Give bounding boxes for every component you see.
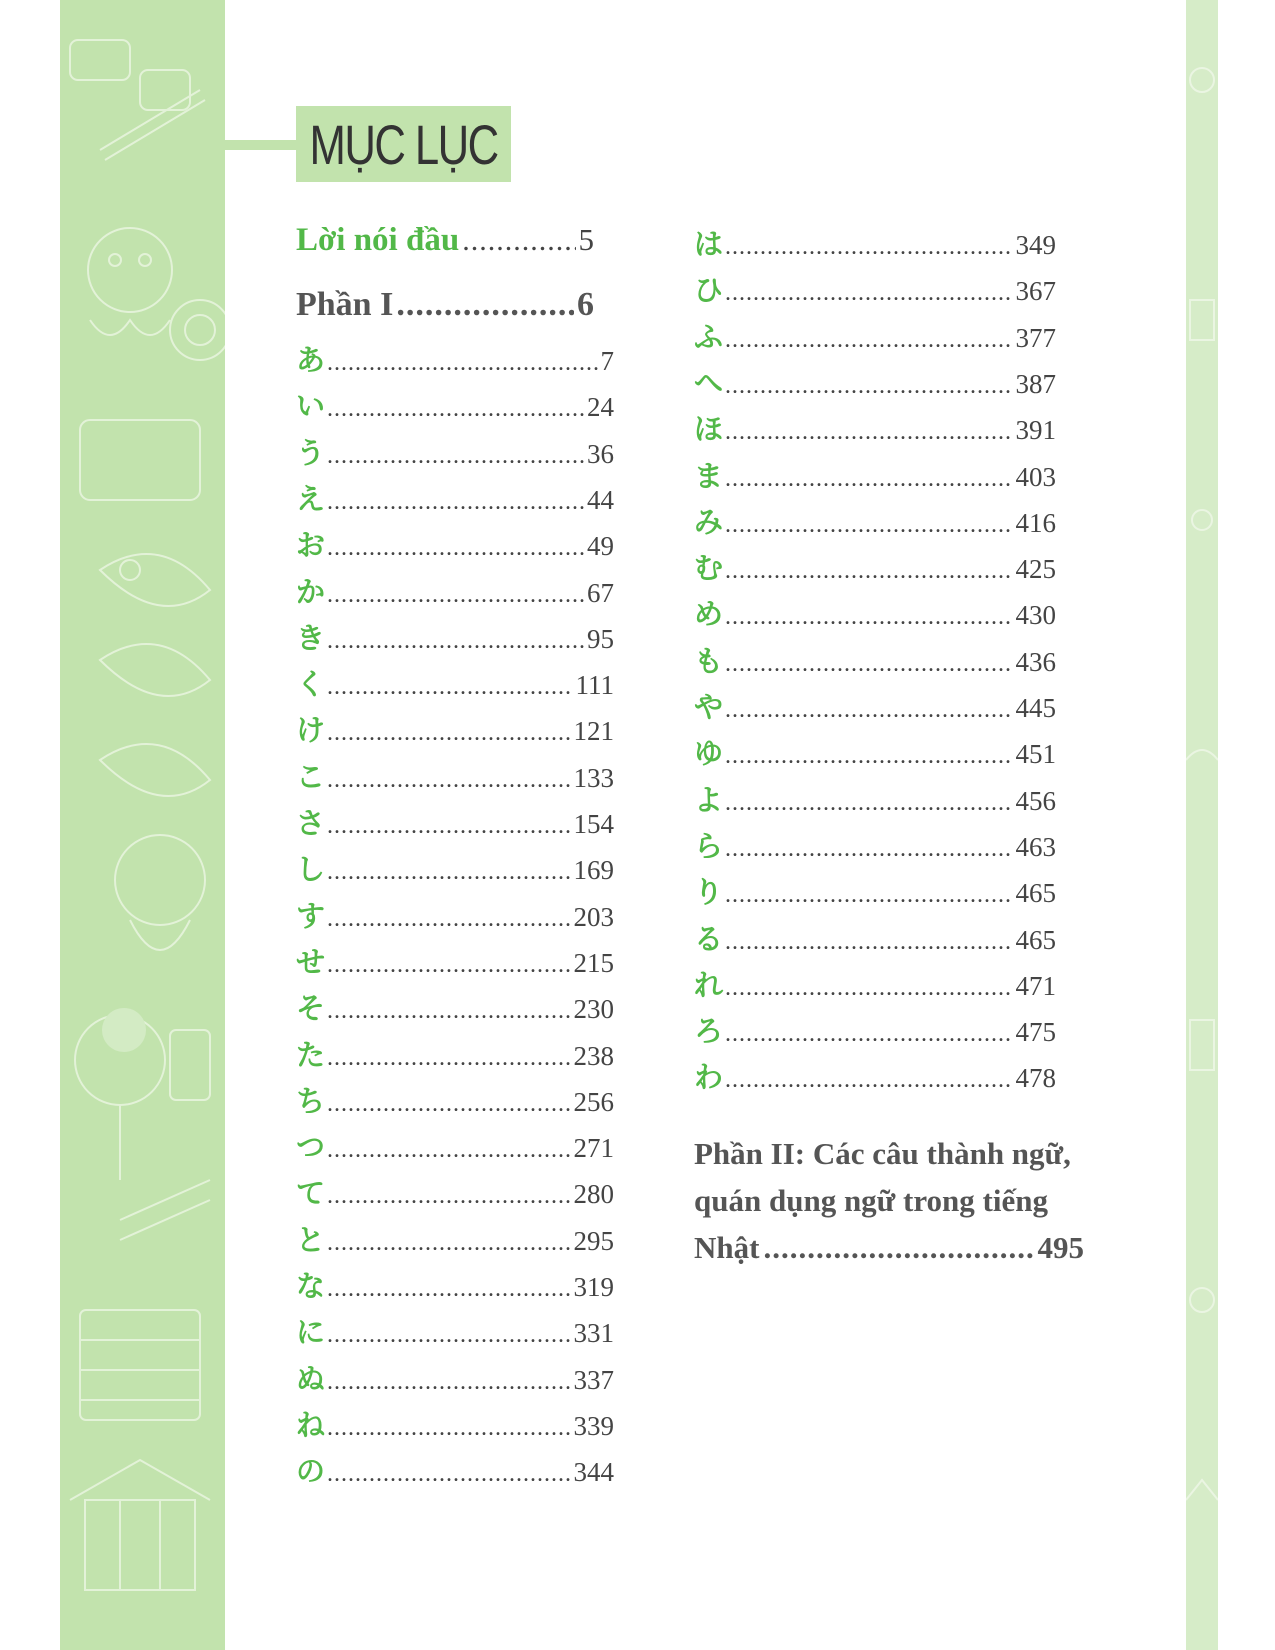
leader-dots (327, 906, 571, 933)
leader-dots (327, 1276, 571, 1303)
toc-entry (296, 570, 614, 611)
toc-kana-label: も (694, 643, 724, 678)
toc-kana-label: へ (694, 365, 724, 400)
leader-dots (725, 651, 1013, 678)
toc-entry (296, 1171, 614, 1212)
toc-entry (296, 1264, 614, 1305)
toc-entry (296, 523, 614, 564)
leader-dots (327, 1137, 571, 1164)
food-doodle-pattern-icon (60, 0, 225, 1650)
toc-page-number: 391 (1015, 415, 1056, 446)
toc-kana-label: み (694, 504, 724, 539)
leader-dots (327, 1369, 571, 1396)
toc-kana-label: ち (296, 1083, 326, 1118)
toc-page-number: 280 (573, 1179, 614, 1210)
toc-entry (296, 986, 614, 1027)
toc-kana-label: そ (296, 991, 326, 1026)
toc-entry (296, 384, 614, 425)
toc-entry-part-2 (694, 1130, 1094, 1271)
toc-page-number: 456 (1015, 785, 1056, 816)
toc-entry (694, 963, 1056, 1004)
toc-page-number: 49 (587, 531, 614, 562)
toc-page-number: 463 (1015, 831, 1056, 862)
toc-entry (296, 940, 614, 981)
toc-entry (296, 1033, 614, 1074)
toc-page-number: 6 (577, 286, 594, 323)
toc-page-number: 495 (1037, 1230, 1084, 1265)
toc-page-number: 377 (1015, 322, 1056, 353)
leader-dots (725, 790, 1013, 817)
leader-dots (327, 720, 571, 747)
toc-entry (694, 778, 1056, 819)
leader-dots (725, 558, 1013, 585)
toc-entry (296, 1125, 614, 1166)
toc-entry (694, 222, 1056, 263)
leader-dots (725, 327, 1013, 354)
toc-page-number: 425 (1015, 554, 1056, 585)
toc-entry (694, 361, 1056, 402)
toc-page-number: 430 (1015, 600, 1056, 631)
leader-dots (725, 1067, 1013, 1094)
toc-entry (296, 801, 614, 842)
leader-dots (725, 512, 1013, 539)
leader-dots (763, 1224, 1033, 1271)
toc-page-number: 271 (573, 1133, 614, 1164)
toc-page-number: 238 (573, 1040, 614, 1071)
leader-dots (327, 1415, 571, 1442)
toc-kana-label: く (296, 667, 326, 702)
toc-kana-label: な (296, 1269, 326, 1303)
decorative-side-strip-right (1186, 0, 1218, 1650)
toc-page-number: 203 (573, 901, 614, 932)
toc-entry (694, 500, 1056, 541)
toc-entry (296, 1449, 614, 1490)
toc-kana-label: や (694, 690, 724, 724)
toc-entry (296, 1218, 614, 1259)
toc-entry (296, 477, 614, 518)
leader-dots (725, 1021, 1013, 1048)
toc-entry-part-1 (296, 286, 594, 324)
toc-kana-label: の (296, 1454, 326, 1489)
toc-entry (694, 870, 1056, 911)
toc-entry (296, 755, 614, 796)
toc-page-number: 416 (1015, 507, 1056, 538)
toc-entry (296, 1357, 614, 1398)
toc-kana-label: い (296, 389, 326, 424)
leader-dots (725, 234, 1013, 261)
toc-page-number: 451 (1015, 739, 1056, 770)
toc-page-number: 367 (1015, 276, 1056, 307)
toc-entry (296, 1403, 614, 1444)
toc-kana-label: る (694, 921, 724, 956)
leader-dots (327, 859, 571, 886)
leader-dots (327, 767, 571, 794)
toc-entry (694, 685, 1056, 726)
toc-entry (694, 268, 1056, 309)
toc-kana-label: ふ (694, 319, 724, 354)
toc-entry (296, 338, 614, 379)
toc-page-number: 111 (575, 670, 614, 701)
toc-page-number: 339 (573, 1410, 614, 1441)
toc-entry (694, 454, 1056, 495)
toc-page-number: 319 (573, 1272, 614, 1302)
toc-entry (296, 708, 614, 749)
toc-kana-label: き (296, 620, 326, 655)
toc-kana-label: え (296, 481, 326, 516)
toc-entry (296, 431, 614, 472)
part2-title-line-2: quán dụng ngữ trong tiếng (694, 1183, 1048, 1218)
toc-page-number: 349 (1015, 230, 1056, 260)
toc-page-number: 478 (1015, 1063, 1056, 1094)
leader-dots (327, 1461, 571, 1488)
leader-dots (725, 697, 1013, 724)
leader-dots (327, 813, 571, 840)
toc-label: Phần I (296, 286, 394, 323)
toc-entry (296, 616, 614, 657)
toc-page-number: 24 (587, 392, 614, 423)
toc-kana-label: さ (296, 806, 326, 840)
leader-dots (327, 628, 584, 655)
leader-dots (327, 1322, 571, 1349)
leader-dots (327, 443, 584, 470)
toc-kana-label: む (694, 551, 724, 586)
toc-kana-label: ね (296, 1407, 326, 1442)
toc-kana-label: う (296, 435, 326, 470)
toc-kana-label: ぬ (296, 1361, 326, 1396)
toc-kana-label: ひ (694, 273, 724, 308)
toc-page-number: 475 (1015, 1017, 1056, 1048)
toc-page-number: 295 (573, 1225, 614, 1256)
toc-page-number: 7 (600, 346, 614, 376)
toc-page-number: 471 (1015, 970, 1056, 1001)
toc-kana-label: め (694, 597, 724, 632)
title-connector-line (225, 140, 297, 150)
leader-dots (327, 350, 598, 377)
toc-entry (694, 917, 1056, 958)
toc-kana-label: り (694, 875, 724, 910)
toc-kana-label: こ (296, 759, 326, 794)
leader-dots (327, 998, 571, 1025)
toc-entry (694, 639, 1056, 680)
leader-dots (725, 882, 1013, 909)
toc-page-number: 387 (1015, 368, 1056, 399)
leader-dots (327, 489, 584, 516)
toc-kana-label: と (296, 1222, 326, 1257)
toc-kana-label: ま (694, 458, 724, 493)
toc-page-number: 337 (573, 1364, 614, 1395)
leader-dots (725, 373, 1013, 400)
leader-dots (725, 836, 1013, 863)
leader-dots (327, 396, 584, 423)
toc-page-number: 95 (587, 623, 614, 654)
toc-kana-label: よ (694, 782, 724, 817)
toc-kana-label: あ (296, 343, 326, 377)
toc-page-number: 154 (573, 809, 614, 839)
toc-page-number: 44 (587, 484, 614, 515)
toc-kana-label: せ (296, 944, 326, 979)
toc-entry (694, 824, 1056, 865)
toc-page-number: 465 (1015, 924, 1056, 955)
toc-page-number: 67 (587, 577, 614, 608)
toc-page-number: 465 (1015, 878, 1056, 909)
leader-dots (327, 1183, 571, 1210)
leader-dots (327, 582, 584, 609)
leader-dots (327, 674, 573, 701)
toc-entry (296, 847, 614, 888)
toc-entry (296, 1310, 614, 1351)
decorative-side-strip-left (60, 0, 225, 1650)
toc-page-number: 331 (573, 1318, 614, 1349)
leader-dots (327, 1045, 571, 1072)
leader-dots (725, 975, 1013, 1002)
toc-entry (296, 894, 614, 935)
toc-entry (694, 315, 1056, 356)
toc-page-number: 169 (573, 855, 614, 886)
toc-entry (694, 407, 1056, 448)
toc-entry (296, 1079, 614, 1120)
toc-kana-label: て (296, 1176, 326, 1211)
leader-dots (327, 952, 571, 979)
page-title: MỤC LỤC (309, 112, 498, 176)
toc-kana-label: に (296, 1315, 326, 1350)
toc-entry (694, 546, 1056, 587)
toc-kana-label: は (694, 227, 724, 261)
toc-entry (296, 662, 614, 703)
leader-dots (725, 604, 1013, 631)
toc-page-number: 436 (1015, 646, 1056, 677)
toc-entry (694, 592, 1056, 633)
toc-page-number: 403 (1015, 461, 1056, 492)
toc-kana-label: か (296, 574, 326, 609)
toc-page-number: 344 (573, 1457, 614, 1488)
leader-dots (725, 466, 1013, 493)
leader-dots (327, 1091, 571, 1118)
leader-dots (725, 419, 1013, 446)
toc-page-number: 121 (573, 716, 614, 747)
toc-kana-label: け (296, 713, 326, 748)
toc-page-number: 256 (573, 1086, 614, 1117)
leader-dots (396, 286, 574, 324)
toc-kana-label: お (296, 528, 326, 563)
toc-kana-label: た (296, 1037, 326, 1072)
toc-kana-label: つ (296, 1130, 326, 1165)
toc-kana-label: ほ (694, 412, 724, 447)
toc-page-number: 133 (573, 762, 614, 793)
toc-kana-label: ろ (694, 1014, 724, 1049)
title-box (296, 106, 511, 182)
part2-title-line-1: Phần II: Các câu thành ngữ, (694, 1136, 1071, 1171)
toc-kana-label: ゆ (694, 736, 724, 771)
toc-kana-label: す (296, 898, 326, 933)
toc-entry-preface (296, 222, 594, 259)
toc-entry (694, 1009, 1056, 1050)
leader-dots (462, 224, 575, 258)
toc-page-number: 36 (587, 438, 614, 469)
leader-dots (725, 929, 1013, 956)
toc-kana-label: し (296, 852, 326, 887)
leader-dots (327, 1230, 571, 1257)
toc-page-number: 215 (573, 947, 614, 978)
leader-dots (725, 280, 1013, 307)
toc-kana-label: ら (694, 828, 724, 863)
toc-page-number: 5 (578, 222, 594, 257)
leader-dots (725, 743, 1013, 770)
toc-page-number: 230 (573, 994, 614, 1025)
toc-page-number: 445 (1015, 693, 1056, 723)
toc-entry (694, 731, 1056, 772)
doodle-pattern-icon (1186, 0, 1218, 1650)
toc-label: Lời nói đầu (296, 222, 460, 258)
toc-kana-label: わ (694, 1060, 724, 1095)
leader-dots (327, 535, 584, 562)
toc-entry (694, 1055, 1056, 1096)
part2-title-line-3: Nhật (694, 1230, 760, 1265)
toc-kana-label: れ (694, 967, 724, 1002)
